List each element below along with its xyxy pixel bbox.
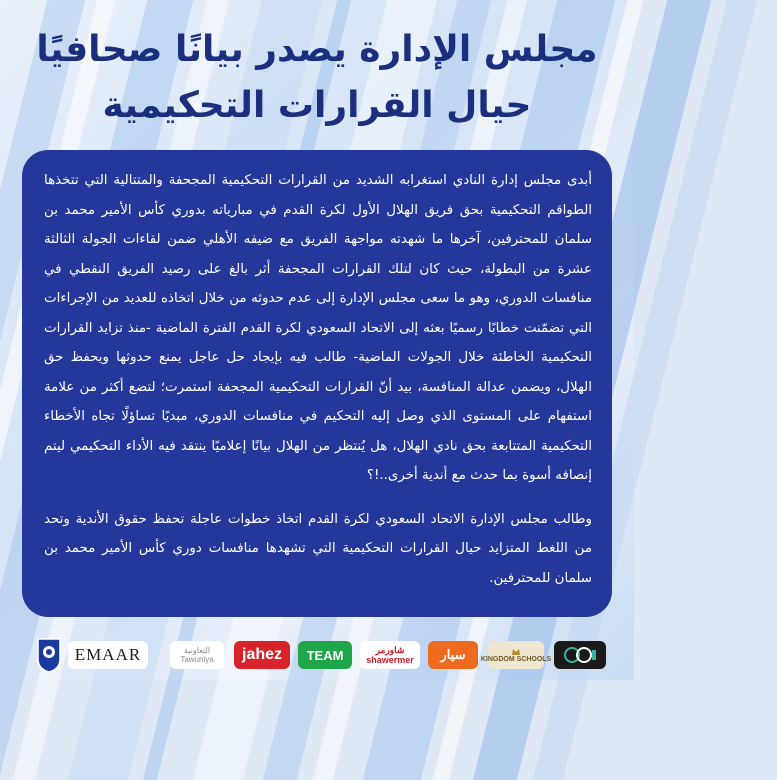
headline-line-1: مجلس الإدارة يصدر بيانًا صحافيًا xyxy=(36,29,598,70)
sayyar-logo xyxy=(428,641,478,669)
shawermer-english-label: shawermer xyxy=(366,655,414,665)
statement-paragraph-2: وطالب مجلس الإدارة الاتحاد السعودي لكرة القدم اتخاذ خطوات عاجلة تحفظ حقوق الأندية وتحد من اللغط المتزايد حيال القرارات التحكيمية التي تشهدها منافسات دوري كأس الأمير محمد بن سلمان للمحترفين. xyxy=(44,511,592,586)
jahez-label: jahez xyxy=(241,646,282,663)
sponsors-bar xyxy=(0,633,634,680)
club-crest-icon xyxy=(36,637,62,673)
shawermer-logo xyxy=(360,641,420,669)
team-label: TEAM xyxy=(306,647,344,663)
jahez-logo xyxy=(234,641,290,669)
statement-paragraph-1: أبدى مجلس إدارة النادي استغرابه الشديد من القرارات التحكيمية المجحفة والمتتالية التي تتخذها الطواقم التحكيمية بحق فريق الهلال الأول لكرة القدم في مبارياته بدوري كأس الأمير محمد بن سلمان للمحترفين، آخرها ما شهدته مواجهة الفريق مع ضيفه الأهلي ضمن لقاءات الجولة الثالثة عشرة من البطولة، حيث كان لتلك القرارات المجحفة أثر بالغ على رصيد الفريق النقطي في منافسات الدوري، وهو ما سعى مجلس الإدارة إلى عدم حدوثه من خلال اتخاذه للعديد من الإجراءات التي تضمّنت خطابًا رسميًا بعثه إلى الاتحاد السعودي لكرة القدم الفترة الماضية -منذ تزايد القرارات التحكيمية الخاطئة خلال الجولات الماضية- طالب فيه بإيجاد حل عاجل يمنع حدوثها ويحفظ حق الهلال، ويضمن عدالة المنافسة، بيد أنّ القرارات التحكيمية المجحفة استمرت؛ لتضع أكثر من علامة استفهام على المستوى الذي وصل إليه التحكيم في منافسات الدوري، مبديًا تساؤلًا تجاه الأخطاء التحكيمية المتتابعة بحق نادي الهلال، هل يُنتظر من الهلال بيانًا إعلاميًا ينتقد فيه الأداء التحكيمي ليتم إنصافه أسوة بما حدث مع أندية أخرى..!؟ xyxy=(44,173,592,483)
kingdom-crest-icon xyxy=(511,646,521,656)
shawermer-arabic-label: شاورمر xyxy=(375,645,405,655)
tawuniya-english-label: Tawuniya xyxy=(180,655,214,664)
team-logo xyxy=(298,641,352,669)
emaar-label: EMAAR xyxy=(74,645,142,664)
statement-panel xyxy=(22,150,612,617)
headline xyxy=(0,22,634,134)
kingdom-schools-label: KINGDOM SCHOOLS xyxy=(480,656,552,663)
sports-authority-logo xyxy=(554,641,606,669)
tawuniya-arabic-label: التعاونية xyxy=(183,646,211,655)
headline-line-2: حيال القرارات التحكيمية xyxy=(102,85,532,126)
tawuniya-logo xyxy=(170,641,224,669)
sayyar-label: سيار xyxy=(440,647,466,662)
emaar-logo xyxy=(68,641,148,669)
kingdom-schools-logo xyxy=(480,641,552,669)
sports-authority-emblem-icon xyxy=(562,646,598,664)
